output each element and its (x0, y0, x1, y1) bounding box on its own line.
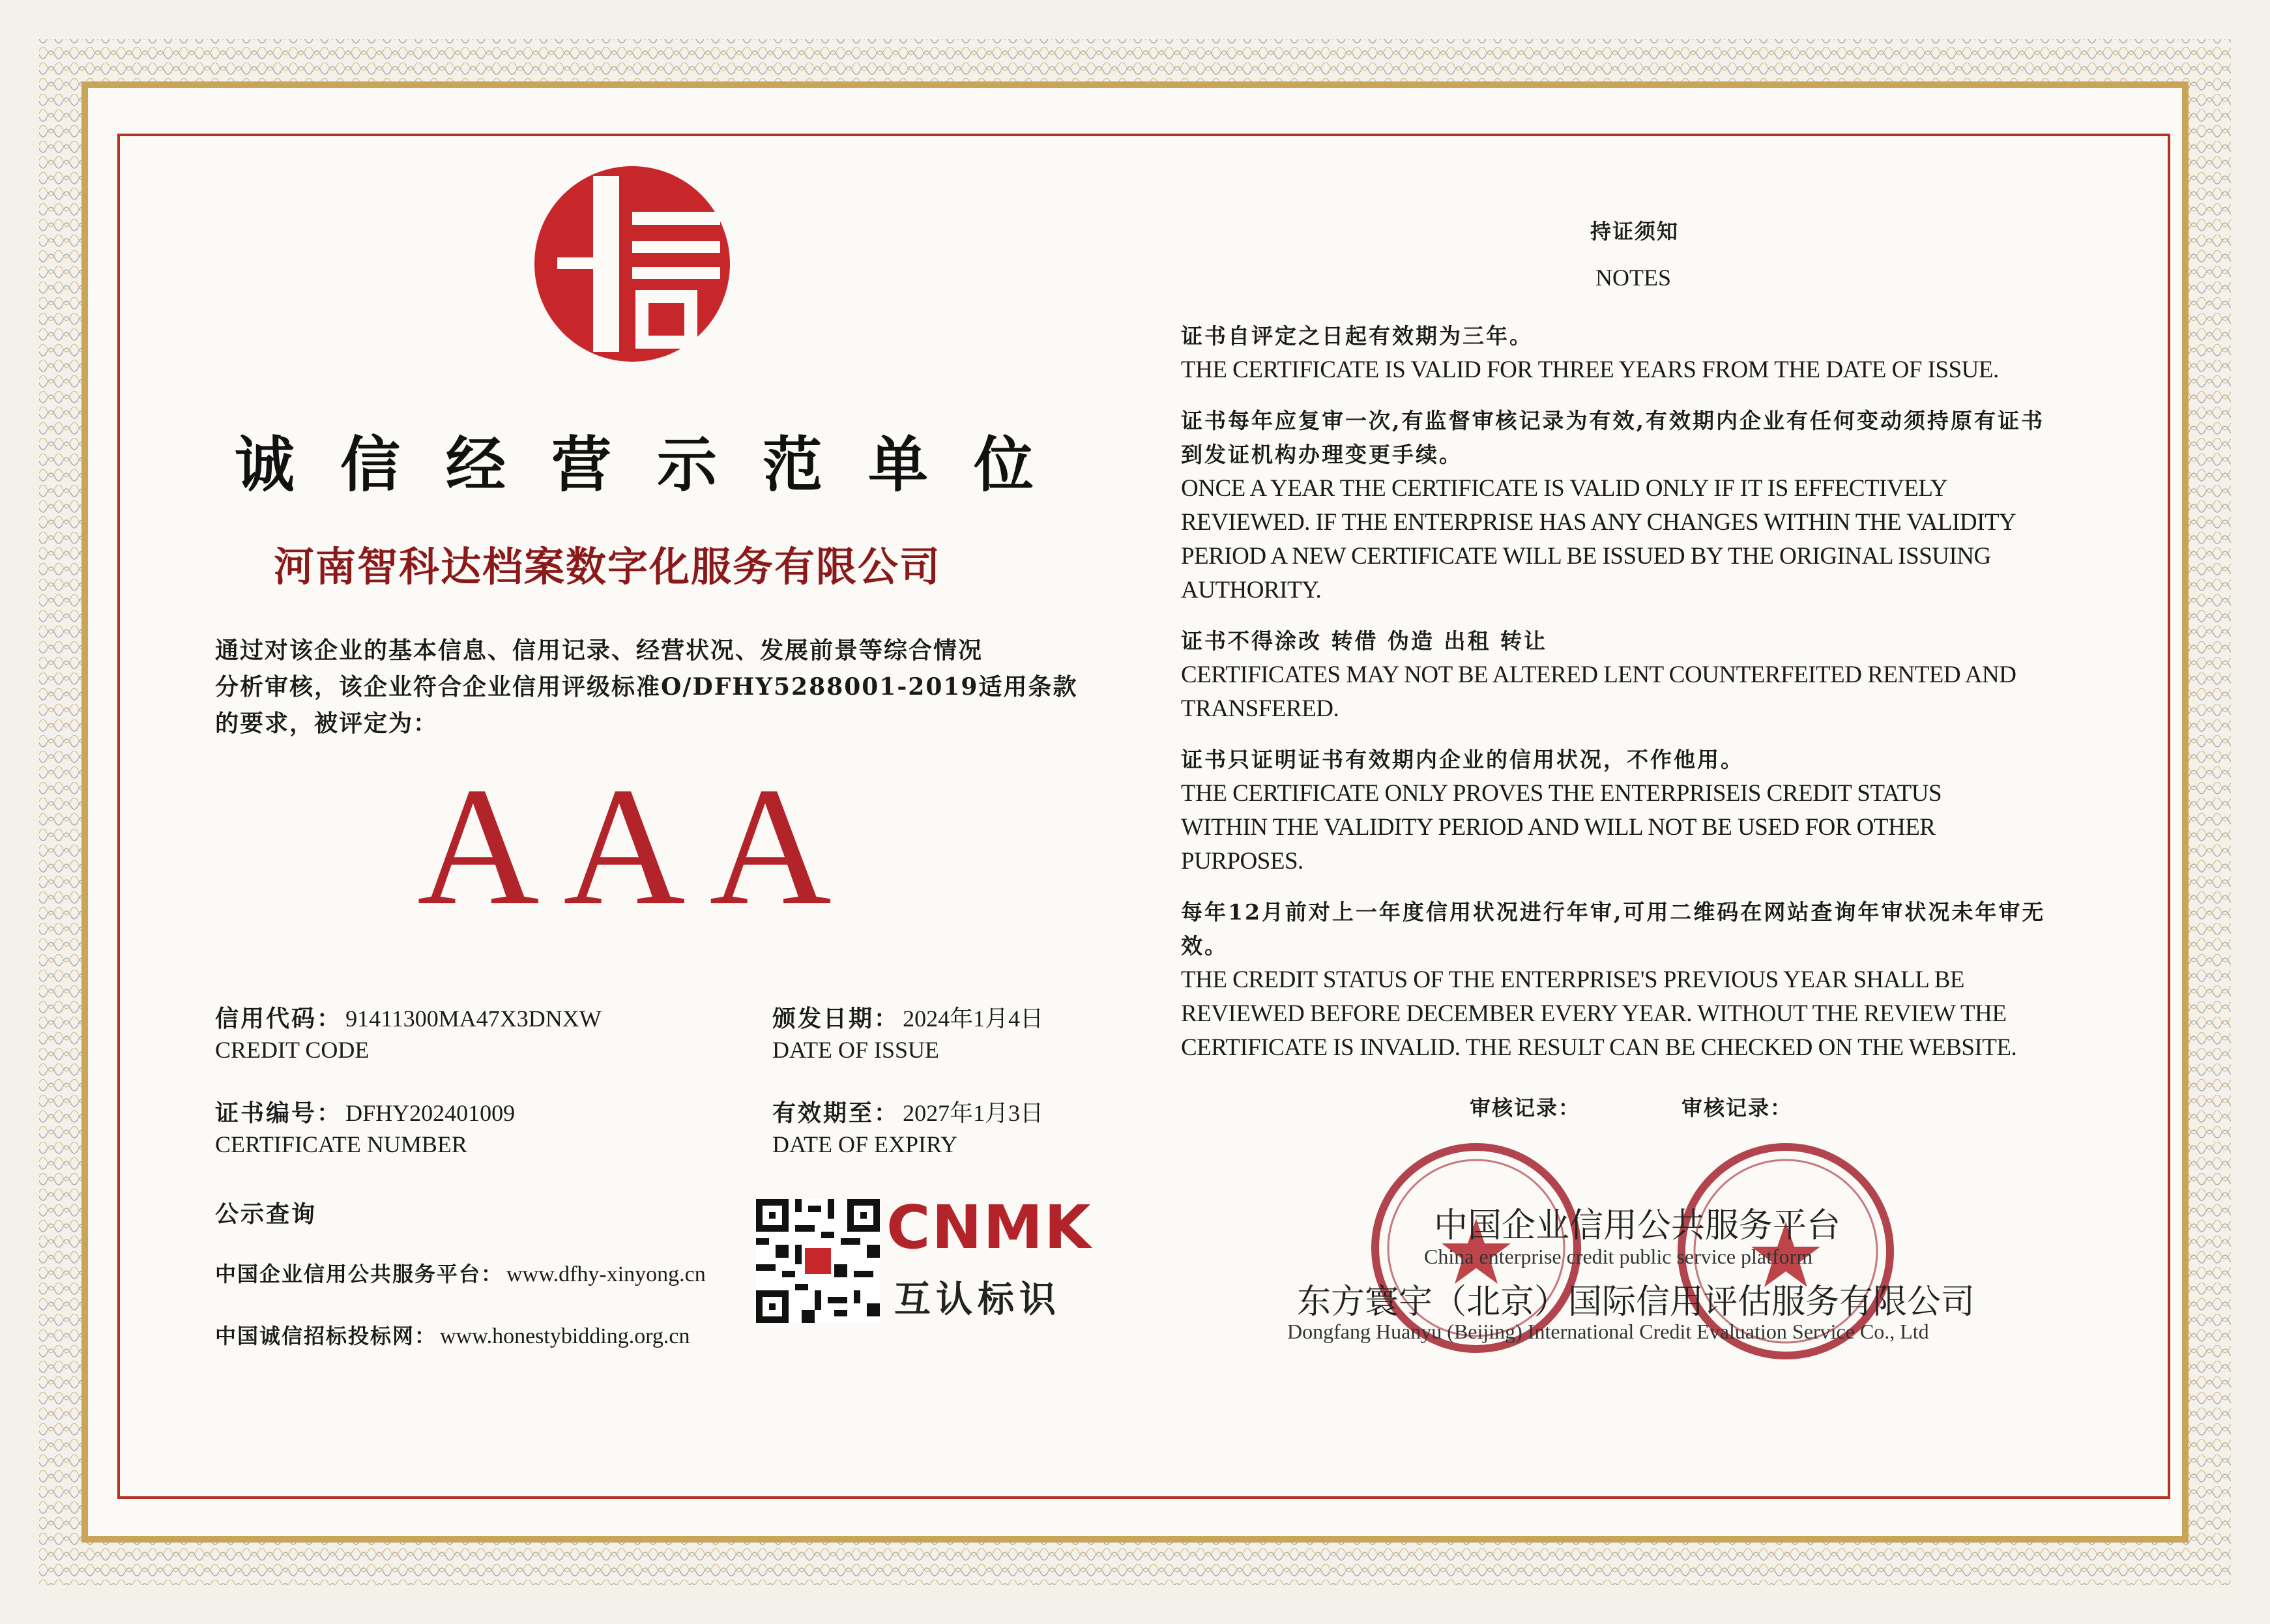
note2-en-1: ONCE A YEAR THE CERTIFICATE IS VALID ONLY IF IT IS EFFECTIVELY (1181, 475, 1947, 502)
platform2-row (215, 1320, 690, 1350)
cnmk-logo: CNMK (886, 1193, 1092, 1262)
review-label-1: 审核记录： (1470, 1095, 1581, 1120)
issuer-platform-en: China enterprise credit public service platform (1424, 1245, 1813, 1268)
note4-en-1: THE CERTIFICATE ONLY PROVES THE ENTERPRISEIS CREDIT STATUS (1181, 780, 1942, 807)
platform1-label: 中国企业信用公共服务平台： (215, 1262, 504, 1286)
note3-zh: 证书不得涂改 转借 伪造 出租 转让 (1181, 628, 1547, 654)
note4-zh: 证书只证明证书有效期内企业的信用状况，不作他用。 (1181, 747, 1744, 772)
intro-line-2: 分析审核，该企业符合企业信用评级标准O/DFHY5288001-2019适用条款 (215, 673, 1078, 701)
notes-body (1181, 319, 2126, 1065)
issuer-org-en: Dongfang Huanyu (Beijing) International Credit Evaluation Service Co., Ltd (1287, 1320, 1929, 1343)
certificate-title: 诚信经营示范单位 (235, 430, 1080, 500)
expiry-value: 2027年1月3日 (903, 1100, 1044, 1126)
note3-en-1: CERTIFICATES MAY NOT BE ALTERED LENT COUNTERFEITED RENTED AND (1181, 661, 2016, 688)
note2-en-4: AUTHORITY. (1181, 577, 1322, 603)
note5-zh-2: 效。 (1181, 933, 1228, 959)
cert-number-label: 证书编号： (215, 1099, 343, 1127)
note2-zh-2: 到发证机构办理变更手续。 (1181, 442, 1462, 467)
issue-date-label: 颁发日期： (772, 1005, 900, 1032)
notes-heading-en: NOTES (1595, 265, 1671, 291)
lookup-heading: 公示查询 (215, 1200, 317, 1228)
intro-line-1: 通过对该企业的基本信息、信用记录、经营状况、发展前景等综合情况 (215, 637, 983, 664)
company-name: 河南智科达档案数字化服务有限公司 (274, 543, 942, 590)
note1-en: THE CERTIFICATE IS VALID FOR THREE YEARS FROM THE DATE OF ISSUE. (1181, 356, 1999, 383)
credit-logo-icon (518, 150, 746, 378)
expiry-label-en: DATE OF EXPIRY (772, 1131, 958, 1157)
expiry-block (772, 1095, 1043, 1158)
note1-zh: 证书自评定之日起有效期为三年。 (1181, 323, 1533, 349)
notes-heading-zh: 持证须知 (1590, 219, 1680, 244)
platform2-url[interactable]: www.honestybidding.org.cn (440, 1324, 690, 1348)
note5-zh-1: 每年12月前对上一年度信用状况进行年审,可用二维码在网站查询年审状况未年审无 (1181, 899, 2046, 925)
note2-en-2: REVIEWED. IF THE ENTERPRISE HAS ANY CHANGES WITHIN THE VALIDITY (1181, 509, 2016, 536)
issuer-platform-zh: 中国企业信用公共服务平台 (1434, 1206, 1841, 1245)
note2-en-3: PERIOD A NEW CERTIFICATE WILL BE ISSUED BY THE ORIGINAL ISSUING (1181, 543, 1991, 570)
cert-number-value: DFHY202401009 (345, 1100, 516, 1126)
cnmk-subtitle: 互认标识 (894, 1278, 1061, 1321)
credit-code-value: 91411300MA47X3DNXW (345, 1006, 602, 1032)
platform1-row (215, 1258, 706, 1288)
note4-en-3: PURPOSES. (1181, 848, 1303, 875)
note2-zh-1: 证书每年应复审一次,有监督审核记录为有效,有效期内企业有任何变动须持原有证书 (1181, 408, 2044, 433)
cert-number-block (215, 1095, 515, 1158)
credit-code-block (215, 1000, 602, 1064)
rating-grade: A A A (417, 753, 832, 940)
note5-en-1: THE CREDIT STATUS OF THE ENTERPRISE'S PREVIOUS YEAR SHALL BE (1181, 966, 1964, 993)
review-label-2: 审核记录： (1681, 1095, 1793, 1120)
note4-en-2: WITHIN THE VALIDITY PERIOD AND WILL NOT BE USED FOR OTHER (1181, 814, 1936, 841)
issue-date-value: 2024年1月4日 (903, 1006, 1044, 1032)
intro-line-3: 的要求，被评定为： (215, 710, 439, 737)
platform2-label: 中国诚信招标投标网： (215, 1324, 437, 1348)
cert-number-label-en: CERTIFICATE NUMBER (215, 1131, 467, 1157)
credit-code-label-en: CREDIT CODE (215, 1037, 370, 1063)
platform1-url[interactable]: www.dfhy-xinyong.cn (506, 1262, 706, 1286)
qr-code-icon[interactable] (756, 1199, 880, 1323)
intro-text (215, 632, 1160, 742)
note3-en-2: TRANSFERED. (1181, 695, 1339, 722)
note5-en-3: CERTIFICATE IS INVALID. THE RESULT CAN BE CHECKED ON THE WEBSITE. (1181, 1034, 2017, 1061)
note5-en-2: REVIEWED BEFORE DECEMBER EVERY YEAR. WITHOUT THE REVIEW THE (1181, 1000, 2007, 1027)
expiry-label: 有效期至： (772, 1099, 900, 1127)
credit-code-label: 信用代码： (215, 1005, 343, 1032)
issuer-org-zh: 东方寰宇（北京）国际信用评估服务有限公司 (1297, 1283, 1975, 1322)
issue-date-label-en: DATE OF ISSUE (772, 1037, 940, 1063)
issue-date-block (772, 1000, 1043, 1064)
